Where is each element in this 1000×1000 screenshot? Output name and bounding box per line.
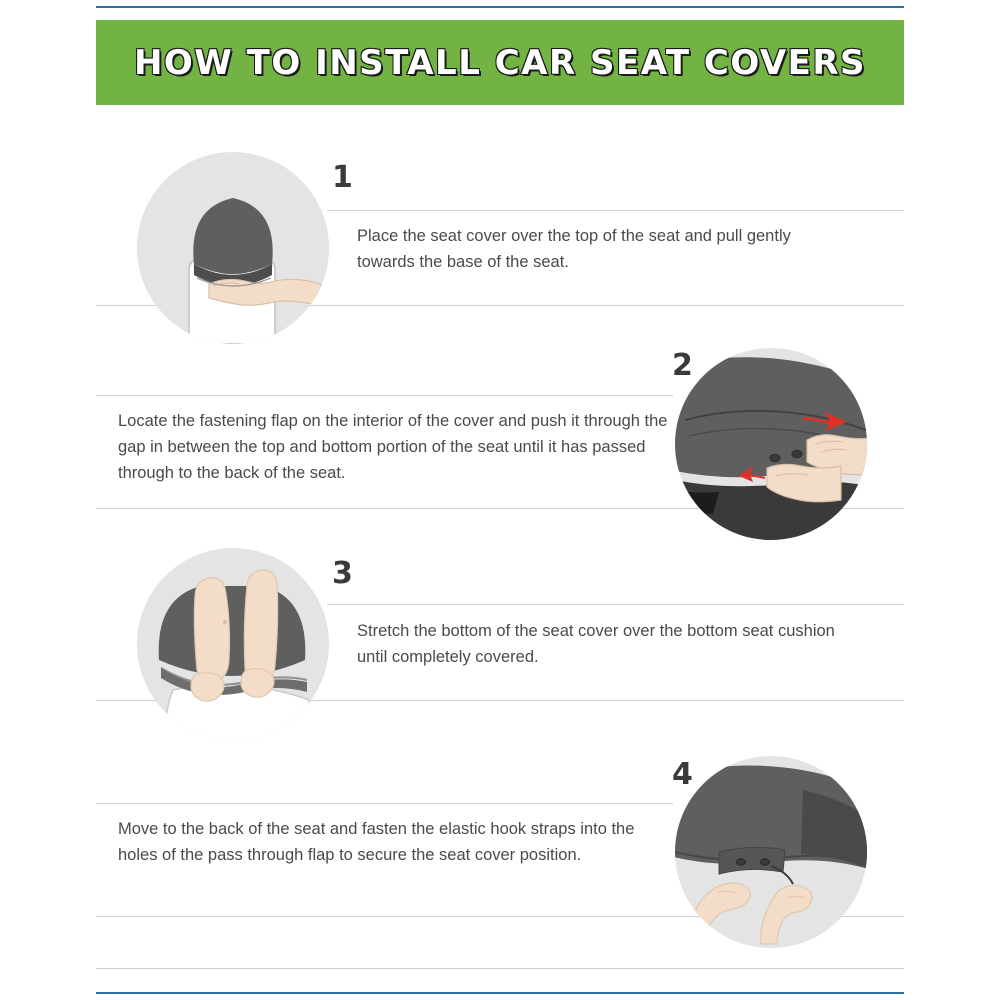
step3-illustration-circle <box>137 548 329 740</box>
step2-text: Locate the fastening flap on the interior of the cover and push it through the gap in between the top and bottom portion of the seat until it has passed through to the back of the seat. <box>118 412 668 482</box>
step1-illustration-circle <box>137 152 329 344</box>
fastening-flap-push-through-illustration <box>675 348 867 540</box>
seat-cover-over-top-illustration <box>137 152 329 344</box>
bottom-blue-divider <box>96 992 904 994</box>
step3-rule-top <box>327 604 904 605</box>
page-title: HOW TO INSTALL CAR SEAT COVERS <box>133 42 867 83</box>
header-banner <box>96 20 904 105</box>
step1-rule-top <box>327 210 904 211</box>
step4-text: Move to the back of the seat and fasten the elastic hook straps into the holes of the pass through flap to secure the seat cover position. <box>118 820 635 864</box>
top-blue-divider <box>96 6 904 8</box>
step4-illustration-circle <box>675 756 867 948</box>
step4-rule-top <box>96 803 673 804</box>
step2-number: 2 <box>672 348 693 383</box>
step3-text: Stretch the bottom of the seat cover over the bottom seat cushion until completely covered. <box>357 622 835 666</box>
step2-illustration-circle <box>675 348 867 540</box>
step4-number: 4 <box>672 757 693 792</box>
stretch-bottom-cushion-illustration <box>137 548 329 740</box>
step1-number: 1 <box>332 160 353 195</box>
step3-number: 3 <box>332 556 353 591</box>
footer-rule <box>96 968 904 969</box>
step2-rule-top <box>96 395 673 396</box>
fasten-elastic-hook-straps-illustration <box>675 756 867 948</box>
step1-text: Place the seat cover over the top of the seat and pull gently towards the base of the seat. <box>357 227 791 271</box>
